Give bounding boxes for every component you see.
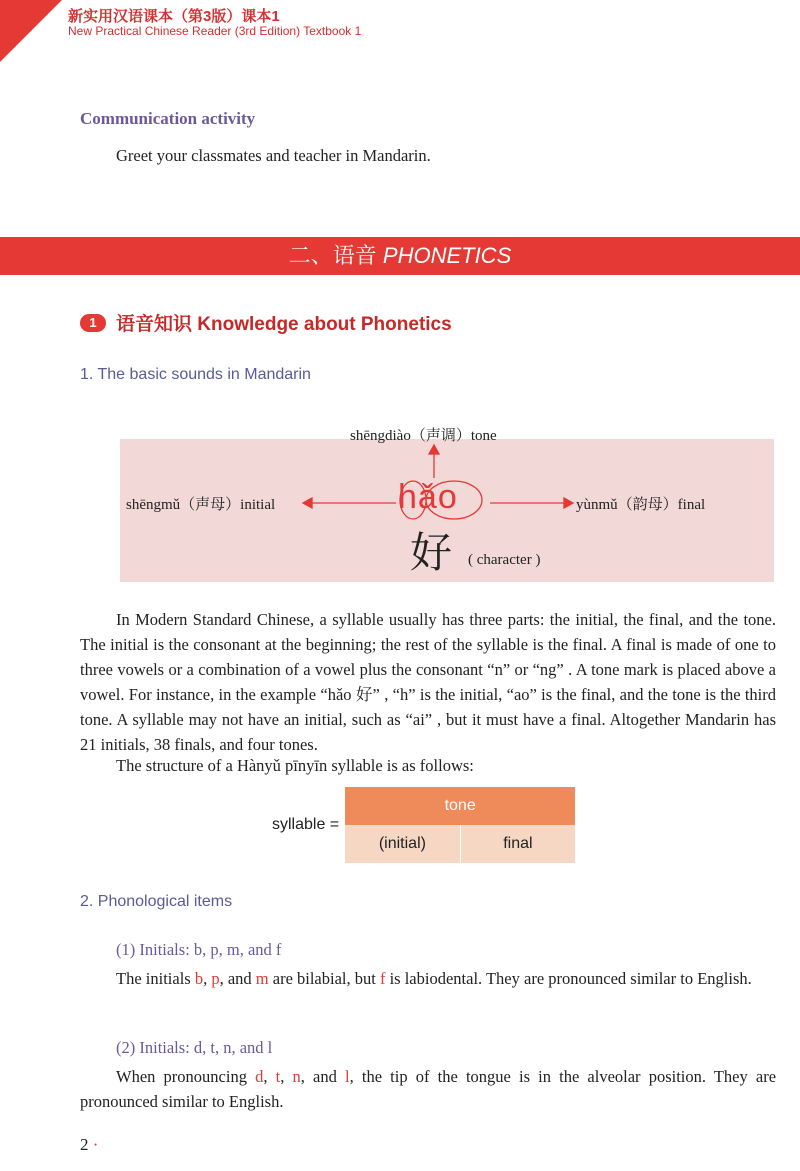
communication-text: Greet your classmates and teacher in Mandarin. [116,146,431,165]
banner-zh: 二、语音 [288,243,377,268]
arrow-right-head [564,498,573,508]
page-number [80,1135,98,1155]
item2-sep3: , and [300,1067,337,1086]
subsection-basic-sounds: 1. The basic sounds in Mandarin [80,366,311,383]
item1-letter-f: f [379,969,386,988]
item1-letter-p: p [211,969,220,988]
section-title-text: 语音知识 Knowledge about Phonetics [116,314,452,335]
item1-letter-b: b [194,969,204,988]
initial-label: shēngmǔ（声母）initial [126,497,276,513]
table-tone-cell: tone [345,787,575,825]
item2-sep1: , [263,1067,268,1086]
arrow-up-head [429,445,439,454]
page-number-dot: · [92,1135,99,1154]
item2-heading: (2) Initials: d, t, n, and l [116,1038,273,1057]
item1-letter-m: m [255,969,269,988]
item2-text-pre: When pronouncing [116,1067,247,1086]
subsection-phonological-items: 2. Phonological items [80,893,233,910]
item2-letter-l: l [345,1067,350,1086]
item1-heading: (1) Initials: b, p, m, and f [116,940,282,959]
character-hao: 好 [410,528,453,577]
item2-letter-n: n [292,1067,301,1086]
section-number-badge: 1 [80,314,106,332]
paragraph-syllable-parts: In Modern Standard Chinese, a syllable usually has three parts: the initial, the final, and the tone. The initial is the consonant at the beginning; the rest of the syllable is the final. A final is made of one to three vowels or a combination of a vowel plus the consonant “n” or “ng” . A tone mark is placed above a vowel. For instance, in the example “hǎo 好” , “h” is the initial, “ao” is the final, and the tone is the third tone. A syllable may not have an initial, such as “ai” , but it must have a final. Altogether Mandarin has 21 initials, 38 finals, and four tones. [80,610,776,754]
item2-paragraph [80,1064,776,1114]
table-bottom-row [345,825,575,863]
character-label: ( character ) [468,552,541,568]
paragraph-structure-intro: The structure of a Hànyǔ pīnyīn syllable is as follows: [116,756,474,775]
final-label: yùnmǔ（韵母）final [576,497,706,513]
table-body [345,787,575,863]
item1-paragraph [80,966,776,991]
item1-sep2: , and [219,969,252,988]
page-number-value: 2 [80,1135,89,1154]
syllable-hao: hǎo [398,478,458,516]
table-final-cell: final [503,835,533,852]
item1-text-post: is labiodental. They are pronounced similar to English. [389,969,752,988]
header-title-zh: 新实用汉语课本（第3版）课本1 [68,8,280,25]
syllable-structure-table [272,787,575,863]
item1-text-mid: are bilabial, but [272,969,376,988]
item1-text-pre: The initials [116,969,191,988]
item2-letter-t: t [275,1067,281,1086]
header-title-en: New Practical Chinese Reader (3rd Edition) Textbook 1 [68,24,362,39]
tone-label: shēngdiào（声调）tone [350,428,497,444]
item2-text-post: , the tip of the tongue is in the alveolar position. They are pronounced similar to English. [80,1067,777,1111]
communication-heading: Communication activity [80,109,256,128]
table-syllable-label: syllable = [272,816,340,833]
banner-en: PHONETICS [382,243,512,268]
item2-sep2: , [280,1067,285,1086]
item1-sep1: , [203,969,208,988]
arrow-left-head [303,498,312,508]
item2-letter-d: d [255,1067,264,1086]
table-initial-cell: (initial) [345,825,461,863]
